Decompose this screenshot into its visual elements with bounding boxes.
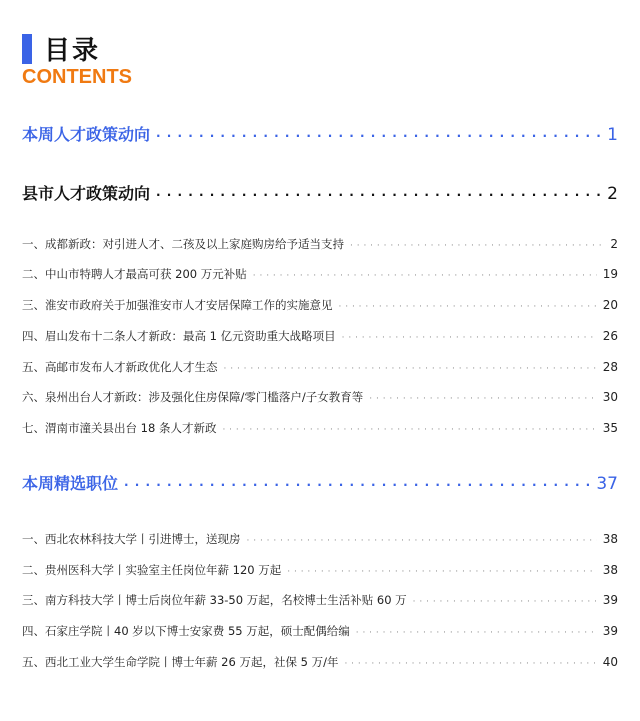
toc-item-row[interactable] [22, 592, 618, 608]
toc-item-row[interactable] [22, 623, 618, 639]
item-page-number: 2 [610, 237, 618, 251]
section-page-number: 2 [607, 184, 618, 204]
toc-item-row[interactable] [22, 389, 618, 405]
dot-leader [124, 478, 590, 492]
item-label: 五、西北工业大学生命学院丨博士年薪 26 万起，社保 5 万/年 [22, 655, 339, 669]
section-page-number: 37 [596, 474, 618, 494]
dot-leader [350, 241, 604, 251]
item-page-number: 20 [602, 298, 618, 312]
item-label: 一、西北农林科技大学丨引进博士，送现房 [22, 532, 241, 546]
section-title: 本周人才政策动向 [22, 125, 151, 144]
dot-leader [344, 659, 596, 669]
toc-item-row[interactable] [22, 562, 618, 578]
toc-item-row[interactable] [22, 359, 618, 375]
item-page-number: 39 [602, 624, 618, 638]
section-title: 县市人才政策动向 [22, 184, 151, 203]
item-label: 二、贵州医科大学丨实验室主任岗位年薪 120 万起 [22, 563, 282, 577]
dot-leader [287, 567, 596, 577]
item-page-number: 35 [602, 421, 618, 435]
toc-item-row[interactable] [22, 297, 618, 313]
item-label: 七、渭南市潼关县出台 18 条人才新政 [22, 421, 217, 435]
item-page-number: 19 [602, 267, 618, 281]
item-label: 三、南方科技大学丨博士后岗位年薪 33-50 万起，名校博士生活补贴 60 万 [22, 593, 407, 607]
item-page-number: 39 [602, 593, 618, 607]
dot-leader [369, 394, 596, 404]
item-label: 六、泉州出台人才新政：涉及强化住房保障/零门槛落户/子女教育等 [22, 390, 364, 404]
toc-item-row[interactable] [22, 531, 618, 547]
toc-item-row[interactable] [22, 328, 618, 344]
dot-leader [253, 271, 597, 281]
section-page-number: 1 [607, 125, 618, 145]
toc-section-row[interactable] [22, 181, 618, 204]
item-label: 一、成都新政：对引进人才、二孩及以上家庭购房给予适当支持 [22, 237, 344, 251]
dot-leader [222, 425, 596, 435]
item-label: 四、石家庄学院丨40 岁以下博士安家费 55 万起，硕士配偶给编 [22, 624, 350, 638]
item-page-number: 26 [602, 329, 618, 343]
item-page-number: 40 [602, 655, 618, 669]
dot-leader [342, 333, 597, 343]
dot-leader [156, 129, 601, 143]
item-page-number: 38 [602, 563, 618, 577]
toc-item-row[interactable] [22, 654, 618, 670]
dot-leader [224, 364, 597, 374]
toc-item-row[interactable] [22, 266, 618, 282]
toc-item-row[interactable] [22, 236, 618, 252]
toc-item-row[interactable] [22, 420, 618, 436]
item-page-number: 28 [602, 360, 618, 374]
item-page-number: 30 [602, 390, 618, 404]
dot-leader [413, 597, 597, 607]
title-accent-bar [22, 34, 32, 64]
dot-leader [339, 302, 597, 312]
dot-leader [356, 628, 597, 638]
page-subtitle: CONTENTS [22, 66, 132, 88]
page-title: 目录 [44, 36, 101, 66]
toc-section-row[interactable] [22, 471, 618, 494]
dot-leader [247, 536, 597, 546]
item-label: 四、眉山发布十二条人才新政：最高 1 亿元资助重大战略项目 [22, 329, 336, 343]
item-label: 五、高邮市发布人才新政优化人才生态 [22, 360, 218, 374]
toc-section-row[interactable] [22, 122, 618, 145]
item-label: 三、淮安市政府关于加强淮安市人才安居保障工作的实施意见 [22, 298, 333, 312]
section-title: 本周精选职位 [22, 474, 119, 493]
dot-leader [156, 188, 601, 202]
item-label: 二、中山市特聘人才最高可获 200 万元补贴 [22, 267, 247, 281]
item-page-number: 38 [602, 532, 618, 546]
